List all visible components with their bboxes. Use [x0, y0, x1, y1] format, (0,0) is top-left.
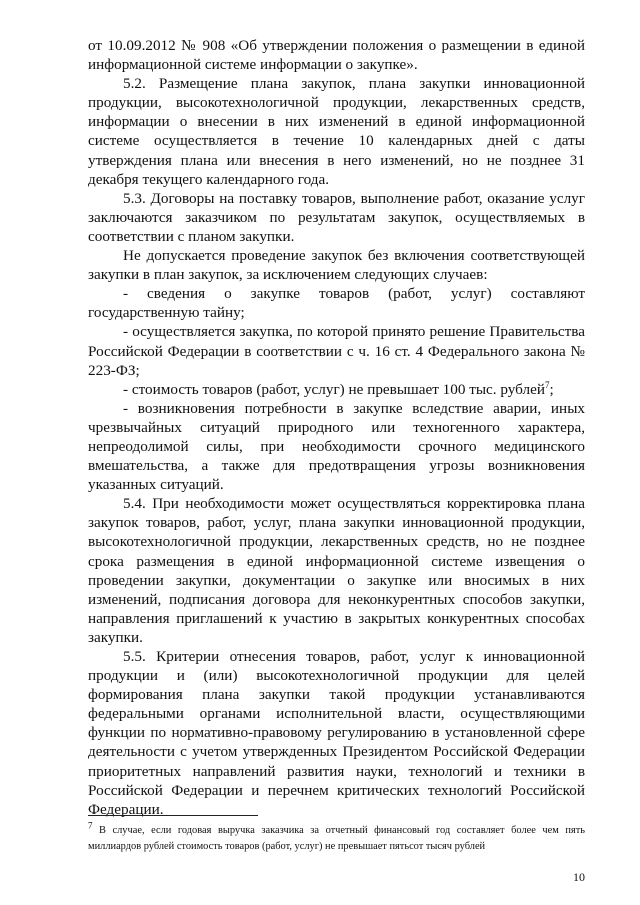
paragraph-5-5: 5.5. Критерии отнесения товаров, работ, услуг к инновационной продукции и (или) высокотехнологичной продукции для целей формирования плана закупки такой продукции устанавливаются федеральными органами исполнительной власти, осуществляющими функции по нормативно-правовому регулированию в установленной сфере деятельности с учетом утвержденных Президентом Российской Федерации приоритетных направлений развития науки, технологий и техники в Российской Федерации и перечнем критических технологий Российской Федерации. [88, 648, 585, 818]
list-item-emergency: - возникновения потребности в закупке вследствие аварии, иных чрезвычайных ситуаций природного или техногенного характера, непреодолимой силы, при необходимости срочного медицинского вмешательства, а также для предотвращения угрозы возникновения указанных ситуаций. [88, 399, 585, 494]
list-item-government-decision: - осуществляется закупка, по которой принято решение Правительства Российской Федерации в соответствии с ч. 16 ст. 4 Федерального закона № 223-ФЗ; [88, 323, 585, 379]
page-number: 10 [573, 870, 585, 884]
list-item-cost-limit-end: ; [549, 380, 554, 398]
footnote [88, 820, 585, 854]
list-item-cost-limit [88, 380, 585, 399]
paragraph-continuation: от 10.09.2012 № 908 «Об утверждении положения о размещении в единой информационной системе информации о закупке». [88, 37, 585, 74]
paragraph-exceptions-intro: Не допускается проведение закупок без включения соответствующей закупки в план закупок, за исключением следующих случаев: [88, 247, 585, 284]
list-item-cost-limit-text: - стоимость товаров (работ, услуг) не превышает 100 тыс. рублей [123, 380, 545, 398]
footnote-reference: 7 [544, 379, 550, 390]
body-text [88, 36, 585, 819]
footnote-mark: 7 [88, 820, 93, 831]
paragraph-5-4: 5.4. При необходимости может осуществляться корректировка плана закупок товаров, работ, услуг, плана закупки инновационной продукции, высокотехнологичной продукции, лекарственных средств, но не позднее срока размещения в единой информационной системе извещения о проведении закупки, документации о закупке или вносимых в них изменений, подписания договора для неконкурентных способов закупки, направления приглашений к участию в закрытых конкурентных способах закупки. [88, 495, 585, 646]
footnote-divider [88, 815, 258, 816]
paragraph-5-2: 5.2. Размещение плана закупок, плана закупки инновационной продукции, высокотехнологичной продукции, лекарственных средств, информации о внесении в них изменений в единой информационной системе осуществляется в течение 10 календарных дней с даты утверждения плана или внесения в него изменений, но не позднее 31 декабря текущего календарного года. [88, 75, 585, 188]
list-item-state-secret: - сведения о закупке товаров (работ, услуг) составляют государственную тайну; [88, 285, 585, 322]
footnote-text: В случае, если годовая выручка заказчика за отчетный финансовый год составляет более чем пять миллиардов рублей стоимость товаров (работ, услуг) не превышает пятьсот тысяч рублей [88, 825, 585, 852]
paragraph-5-3: 5.3. Договоры на поставку товаров, выполнение работ, оказание услуг заключаются заказчиком по результатам закупок, осуществляемых в соответствии с планом закупки. [88, 189, 585, 245]
